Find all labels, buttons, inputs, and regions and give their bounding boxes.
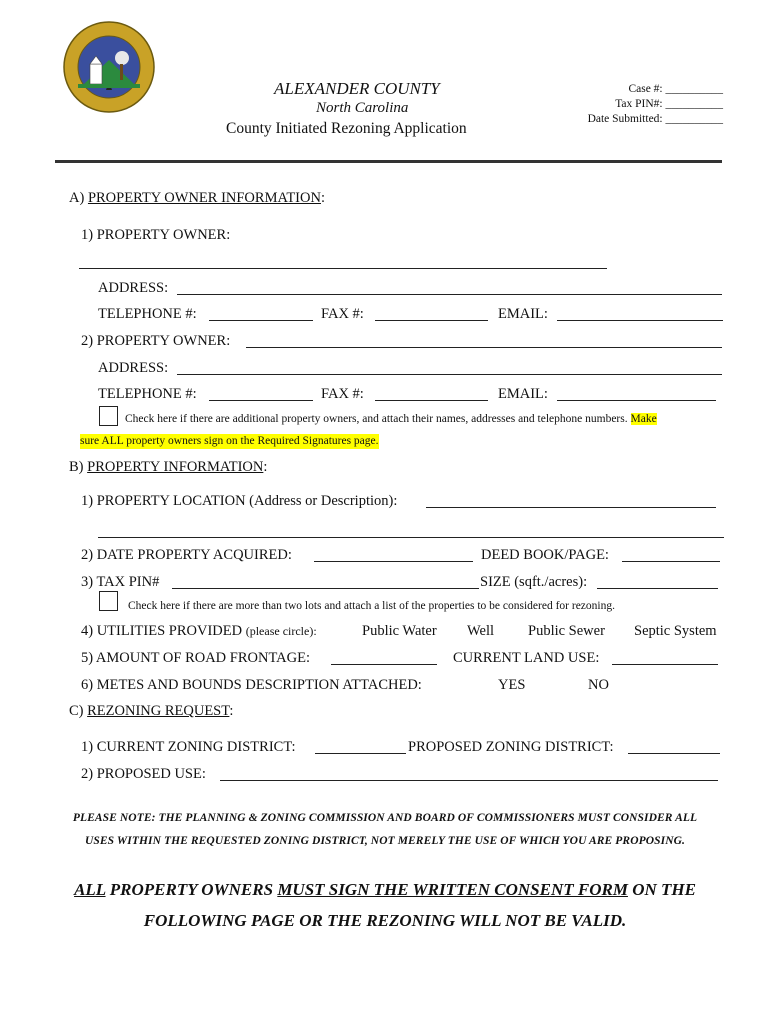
current-zoning-label: 1) CURRENT ZONING DISTRICT: xyxy=(81,739,296,755)
date-acquired-label: 2) DATE PROPERTY ACQUIRED: xyxy=(81,547,292,563)
proposed-use-label: 2) PROPOSED USE: xyxy=(81,766,206,782)
county-name: ALEXANDER COUNTY xyxy=(274,79,440,98)
proposed-zoning-label: PROPOSED ZONING DISTRICT: xyxy=(408,739,614,755)
current-zoning-field[interactable] xyxy=(315,753,406,754)
owner2-telephone-field[interactable] xyxy=(209,400,313,401)
property-location-label: 1) PROPERTY LOCATION (Address or Description): xyxy=(81,493,398,509)
multiple-lots-check-text: Check here if there are more than two lots and attach a list of the properties to be considered for rezoning. xyxy=(128,600,615,612)
owner1-telephone-label: TELEPHONE #: xyxy=(98,306,197,322)
owner2-email-label: EMAIL: xyxy=(498,386,548,402)
proposed-zoning-field[interactable] xyxy=(628,753,720,754)
please-note-line2: USES WITHIN THE REQUESTED ZONING DISTRICT, NOT MERELY THE USE OF WHICH YOU ARE PROPOSING. xyxy=(85,835,685,847)
date-acquired-field[interactable] xyxy=(314,561,473,562)
owner1-email-label: EMAIL: xyxy=(498,306,548,322)
owner2-name-field[interactable] xyxy=(246,347,722,348)
county-seal-logo xyxy=(62,20,156,114)
case-number-field[interactable]: Case #: __________ xyxy=(628,83,723,95)
proposed-use-field[interactable] xyxy=(220,780,718,781)
owner2-email-field[interactable] xyxy=(557,400,716,401)
utility-option-well[interactable]: Well xyxy=(467,623,495,639)
signatures-reminder: sure ALL property owners sign on the Required Signatures page. xyxy=(80,435,379,447)
owner1-fax-field[interactable] xyxy=(375,320,488,321)
additional-owners-checkbox[interactable] xyxy=(99,406,118,426)
section-a-heading: A) PROPERTY OWNER INFORMATION: xyxy=(69,190,325,206)
metes-no-option[interactable]: NO xyxy=(588,677,609,693)
utility-option-septic-system[interactable]: Septic System xyxy=(634,623,717,639)
deed-book-label: DEED BOOK/PAGE: xyxy=(481,547,609,563)
owner2-address-label: ADDRESS: xyxy=(98,360,169,376)
road-frontage-label: 5) AMOUNT OF ROAD FRONTAGE: xyxy=(81,650,310,666)
size-field[interactable] xyxy=(597,588,718,589)
property-location-field-line2[interactable] xyxy=(98,537,724,538)
tax-pin-field[interactable]: Tax PIN#: __________ xyxy=(615,98,723,110)
metes-bounds-label: 6) METES AND BOUNDS DESCRIPTION ATTACHED: xyxy=(81,677,422,693)
multiple-lots-checkbox[interactable] xyxy=(99,591,118,611)
tax-pin-label: 3) TAX PIN# xyxy=(81,574,160,590)
additional-owners-check-text: Check here if there are additional property owners, and attach their names, addresses and telephone numbers. Make xyxy=(125,413,657,425)
road-frontage-field[interactable] xyxy=(331,664,437,665)
header-divider xyxy=(55,160,722,163)
section-c-heading: C) REZONING REQUEST: xyxy=(69,703,234,719)
land-use-label: CURRENT LAND USE: xyxy=(453,650,600,666)
deed-book-field[interactable] xyxy=(622,561,720,562)
property-location-field[interactable] xyxy=(426,507,716,508)
metes-yes-option[interactable]: YES xyxy=(498,677,526,693)
owner1-telephone-field[interactable] xyxy=(209,320,313,321)
owner2-telephone-label: TELEPHONE #: xyxy=(98,386,197,402)
owner2-address-field[interactable] xyxy=(177,374,722,375)
size-label: SIZE (sqft./acres): xyxy=(480,574,588,590)
consent-notice-line2: FOLLOWING PAGE OR THE REZONING WILL NOT BE VALID. xyxy=(143,911,627,930)
owner1-name-field[interactable] xyxy=(79,268,607,269)
owner2-label: 2) PROPERTY OWNER: xyxy=(81,333,231,349)
owner1-address-field[interactable] xyxy=(177,294,722,295)
utility-option-public-sewer[interactable]: Public Sewer xyxy=(528,623,605,639)
date-submitted-field[interactable]: Date Submitted: __________ xyxy=(587,113,723,125)
utility-option-public-water[interactable]: Public Water xyxy=(362,623,437,639)
owner2-fax-label: FAX #: xyxy=(321,386,364,402)
form-title: County Initiated Rezoning Application xyxy=(226,120,467,137)
utilities-label: 4) UTILITIES PROVIDED (please circle): xyxy=(81,623,317,639)
section-b-heading: B) PROPERTY INFORMATION: xyxy=(69,459,268,475)
owner1-fax-label: FAX #: xyxy=(321,306,364,322)
owner1-address-label: ADDRESS: xyxy=(98,280,169,296)
land-use-field[interactable] xyxy=(612,664,718,665)
owner2-fax-field[interactable] xyxy=(375,400,488,401)
state-name: North Carolina xyxy=(316,100,409,116)
owner1-label: 1) PROPERTY OWNER: xyxy=(81,227,231,243)
owner1-email-field[interactable] xyxy=(557,320,723,321)
tax-pin-input-field[interactable] xyxy=(172,588,479,589)
please-note-line1: PLEASE NOTE: THE PLANNING & ZONING COMMISSION AND BOARD OF COMMISSIONERS MUST CONSIDER ALL xyxy=(72,812,698,824)
consent-notice-line1: ALL PROPERTY OWNERS MUST SIGN THE WRITTEN CONSENT FORM ON THE xyxy=(74,880,696,899)
